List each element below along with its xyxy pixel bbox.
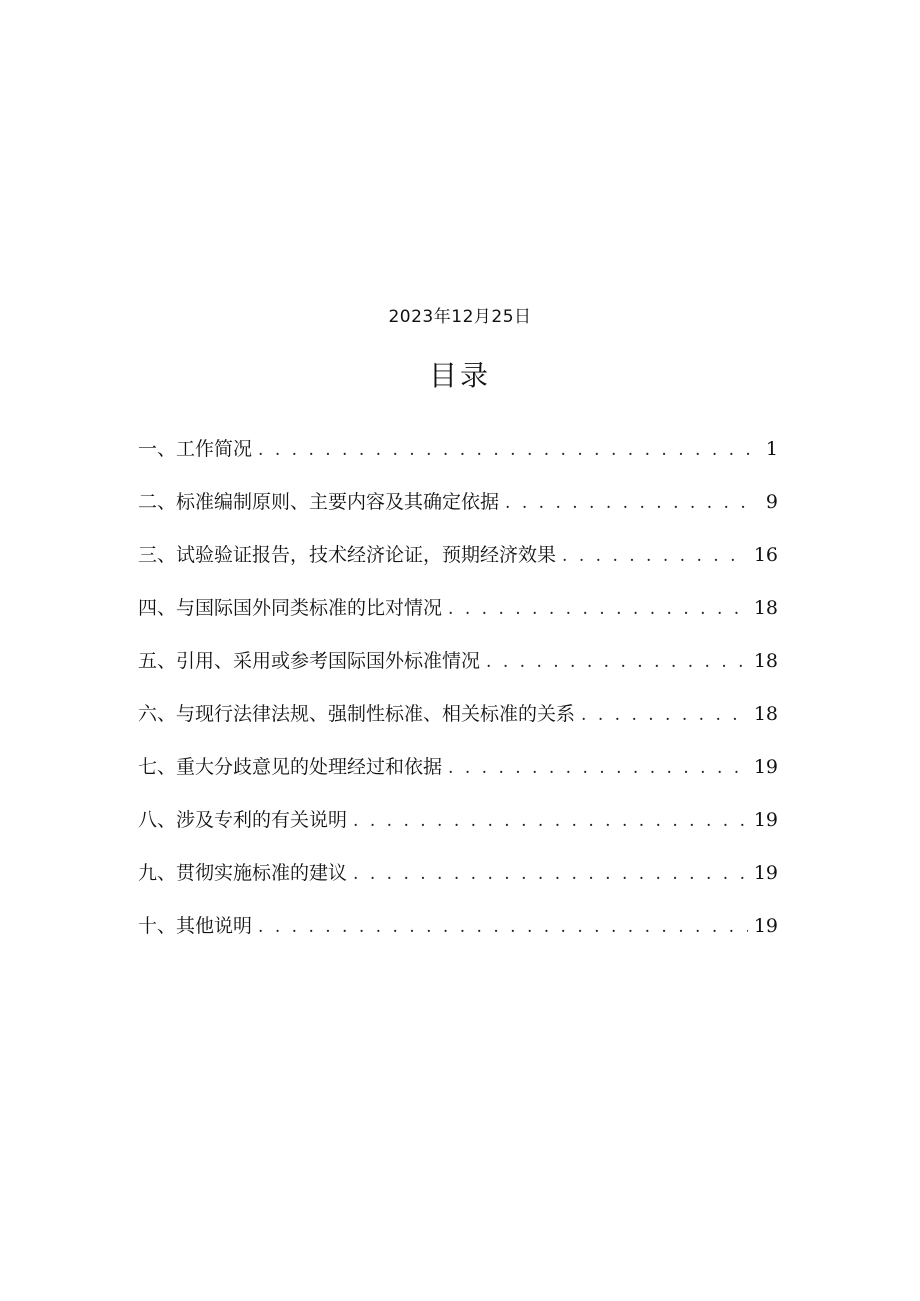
toc-leader-dots	[505, 486, 750, 520]
toc-entry-page: 18	[753, 703, 778, 725]
toc-entry[interactable]	[138, 432, 778, 485]
toc-leader-dots	[353, 857, 748, 891]
toc-entry-label: 八、涉及专利的有关说明	[138, 809, 348, 831]
toc-entry[interactable]	[138, 909, 778, 962]
toc-leader-dots	[562, 539, 748, 573]
toc-entry-page: 19	[753, 862, 778, 884]
toc-entry[interactable]	[138, 750, 778, 803]
document-date: 2023年12月25日	[388, 307, 532, 327]
toc-entry[interactable]	[138, 644, 778, 697]
toc-leader-dots	[486, 645, 748, 679]
toc-entry-page: 19	[753, 756, 778, 778]
toc-entry[interactable]	[138, 485, 778, 538]
toc-entry[interactable]	[138, 856, 778, 909]
toc-entry-page: 19	[753, 809, 778, 831]
table-of-contents	[138, 432, 778, 962]
toc-entry-label: 十、其他说明	[138, 915, 253, 937]
toc-entry[interactable]	[138, 697, 778, 750]
toc-entry-label: 六、与现行法律法规、强制性标准、相关标准的关系	[138, 703, 576, 725]
toc-leader-dots	[448, 592, 748, 626]
toc-leader-dots	[581, 698, 748, 732]
toc-entry[interactable]	[138, 803, 778, 856]
toc-entry-label: 九、贯彻实施标准的建议	[138, 862, 348, 884]
toc-entry[interactable]	[138, 591, 778, 644]
toc-leader-dots	[448, 751, 748, 785]
toc-entry-page: 18	[753, 597, 778, 619]
toc-entry-label: 一、工作简况	[138, 438, 253, 460]
toc-entry-page: 18	[753, 650, 778, 672]
toc-entry-page: 9	[765, 491, 778, 513]
toc-entry-label: 三、试验验证报告，技术经济论证，预期经济效果	[138, 544, 557, 566]
toc-entry-label: 四、与国际国外同类标准的比对情况	[138, 597, 443, 619]
toc-entry-label: 二、标准编制原则、主要内容及其确定依据	[138, 491, 500, 513]
toc-entry-page: 1	[765, 438, 778, 460]
toc-entry-label: 七、重大分歧意见的处理经过和依据	[138, 756, 443, 778]
toc-entry-page: 16	[753, 544, 778, 566]
toc-leader-dots	[258, 910, 748, 944]
toc-entry-page: 19	[753, 915, 778, 937]
toc-entry[interactable]	[138, 538, 778, 591]
toc-leader-dots	[353, 804, 748, 838]
toc-title: 目录	[428, 359, 491, 392]
toc-entry-label: 五、引用、采用或参考国际国外标准情况	[138, 650, 481, 672]
toc-leader-dots	[258, 433, 750, 467]
